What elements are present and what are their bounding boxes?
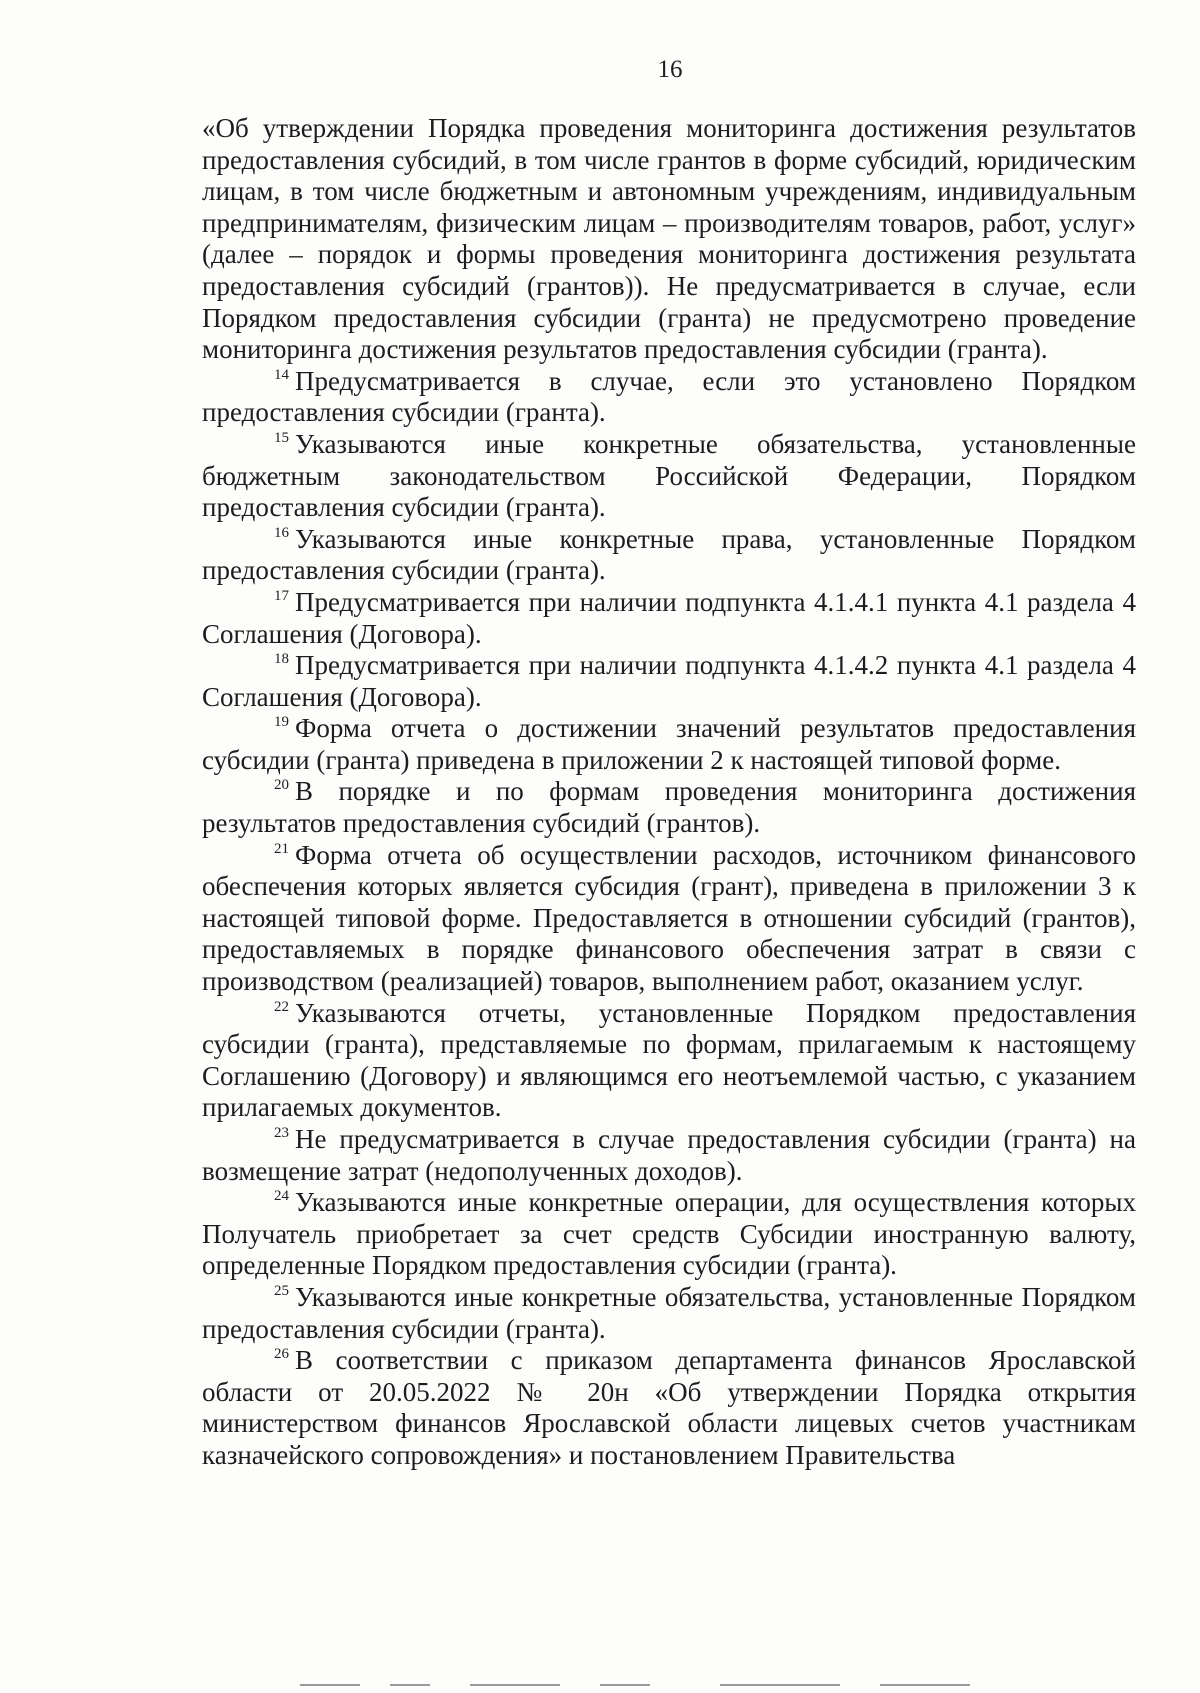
footnote-text: Предусматривается в случае, если это установлено Порядком предоставления субсидии (гранта). — [202, 365, 1136, 428]
footnote-23 — [202, 1124, 1136, 1187]
footnote-22 — [202, 998, 1136, 1124]
footnote-text: Указываются иные конкретные обязательства, установленные бюджетным законодательством Российской Федерации, Порядком предоставления субсидии (гранта). — [202, 428, 1136, 523]
footnote-number: 18 — [274, 651, 289, 668]
footnote-number: 14 — [274, 366, 289, 383]
footnote-18 — [202, 650, 1136, 713]
footnote-text: Указываются иные конкретные операции, для осуществления которых Получатель приобретает за счет средств Субсидии иностранную валюту, определенные Порядком предоставления субсидии (гранта). — [202, 1187, 1136, 1281]
footnote-text: Не предусматривается в случае предоставления субсидии (гранта) на возмещение затрат (недополученных доходов). — [202, 1124, 1136, 1186]
footnote-number: 20 — [274, 777, 289, 794]
footnote-number: 26 — [274, 1346, 289, 1363]
footnote-15 — [202, 429, 1136, 524]
footnote-20 — [202, 776, 1136, 839]
footnote-text: Форма отчета об осуществлении расходов, источником финансового обеспечения которых является субсидия (грант), приведена в приложении 3 к настоящей типовой форме. Предоставляется в отношении субсидий (грантов), предоставляемых в порядке финансового обеспечения затрат в связи с производством (реализацией) товаров, выполнением работ, оказанием услуг. — [202, 839, 1136, 997]
footnote-number: 23 — [274, 1125, 289, 1141]
footnote-text: Указываются иные конкретные права, установленные Порядком предоставления субсидии (гранта). — [202, 523, 1136, 586]
footnote-17 — [202, 587, 1136, 650]
footnote-text: В соответствии с приказом департамента финансов Ярославской области от 20.05.2022 № 20н «Об утверждении Порядка открытия министерством финансов Ярославской области лицевых счетов участникам казначейского сопровождения» и постановлением Правительства — [202, 1345, 1136, 1470]
footnote-26 — [202, 1345, 1136, 1471]
footnote-number: 25 — [274, 1282, 289, 1299]
footnote-19 — [202, 713, 1136, 776]
scan-bottom-edge-marks — [300, 1684, 1000, 1687]
footnote-text-block — [202, 113, 1136, 1472]
footnote-text: Форма отчета о достижении значений результатов предоставления субсидии (гранта) приведена в приложении 2 к настоящей типовой форме. — [202, 713, 1136, 775]
footnote-24 — [202, 1187, 1136, 1282]
footnote-14 — [202, 366, 1136, 429]
footnote-25 — [202, 1282, 1136, 1345]
footnote-text: Предусматривается при наличии подпункта 4.1.4.2 пункта 4.1 раздела 4 Соглашения (Договора). — [202, 650, 1136, 712]
footnote-number: 16 — [274, 524, 289, 541]
footnote-text: Указываются иные конкретные обязательства, установленные Порядком предоставления субсидии (гранта). — [202, 1281, 1136, 1344]
footnote-number: 22 — [274, 998, 289, 1015]
footnote-16 — [202, 524, 1136, 587]
intro-paragraph: «Об утверждении Порядка проведения мониторинга достижения результатов предоставления субсидий, в том числе грантов в форме субсидий, юридическим лицам, в том числе бюджетным и автономным учреждениям, индивидуальным предпринимателям, физическим лицам – производителям товаров, работ, услуг» (далее – порядок и формы проведения мониторинга достижения результата предоставления субсидий (грантов)). Не предусматривается в случае, если Порядком предоставления субсидии (гранта) не предусмотрено проведение мониторинга достижения результатов предоставления субсидии (гранта). — [202, 113, 1136, 365]
footnote-number: 15 — [274, 429, 289, 446]
footnote-text: Предусматривается при наличии подпункта 4.1.4.1 пункта 4.1 раздела 4 Соглашения (Договора). — [202, 586, 1136, 649]
page-number: 16 — [657, 56, 683, 83]
footnote-number: 19 — [274, 714, 289, 731]
footnote-text: В порядке и по формам проведения мониторинга достижения результатов предоставления субсидий (грантов). — [202, 776, 1136, 839]
footnote-number: 24 — [274, 1188, 289, 1205]
footnote-21 — [202, 840, 1136, 998]
footnote-number: 17 — [274, 587, 289, 604]
footnote-text: Указываются отчеты, установленные Порядком предоставления субсидии (гранта), представляемые по формам, прилагаемым к настоящему Соглашению (Договору) и являющимся его неотъемлемой частью, с указанием прилагаемых документов. — [202, 997, 1136, 1123]
footnote-number: 21 — [274, 840, 289, 857]
